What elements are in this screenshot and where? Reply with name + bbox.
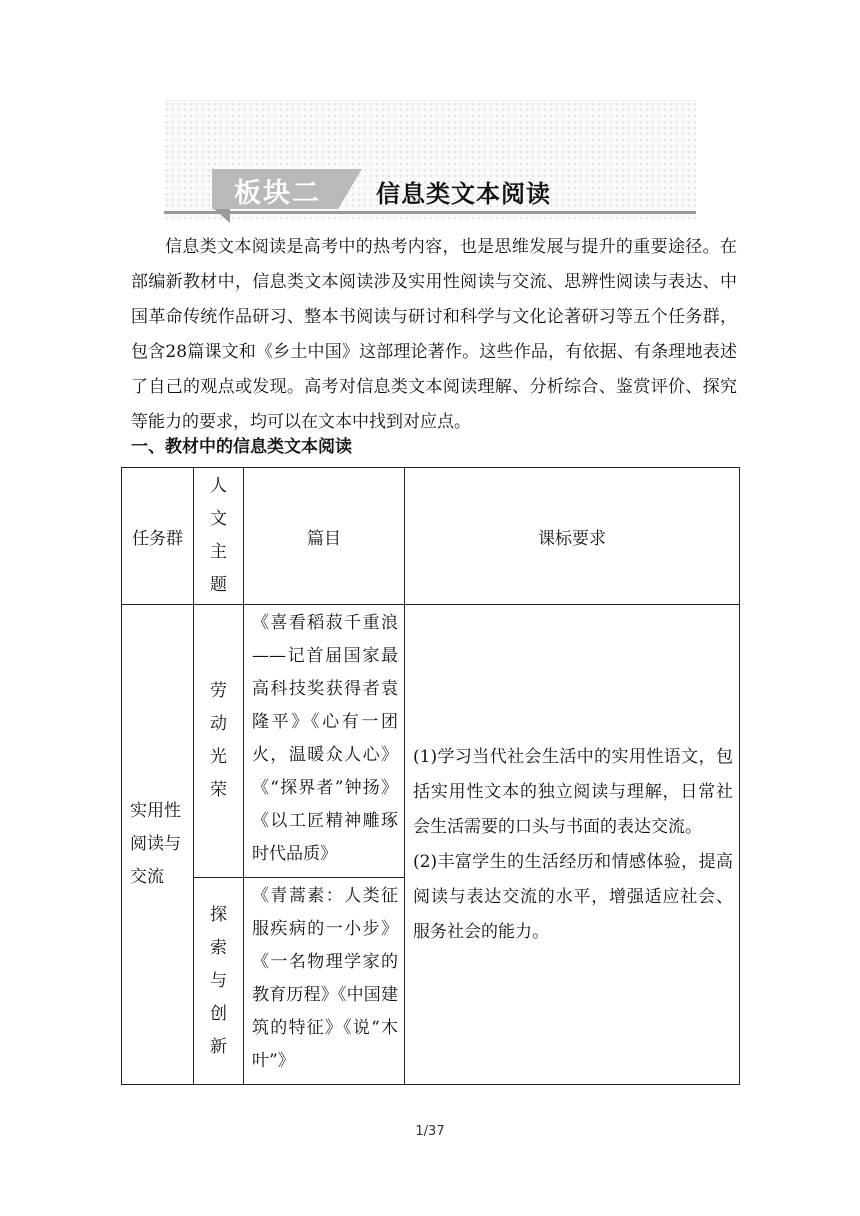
section-heading: 一、教材中的信息类文本阅读 (131, 437, 352, 457)
header-titles: 篇目 (244, 468, 405, 605)
curriculum-table (121, 467, 740, 1085)
requirement-item: (1)学习当代社会生活中的实用性语文，包括实用性文本的独立阅读与理解，日常社会生活需要的口头与书面的表达交流。 (413, 746, 733, 837)
page-number: 1/37 (415, 1124, 445, 1139)
theme-cell (194, 605, 244, 878)
titles-cell: 《青蒿素：人类征服疾病的一小步》《一名物理学家的教育历程》《中国建筑的特征》《说“木叶”》 (244, 878, 405, 1085)
titles-cell: 《喜看稻菽千重浪——记首届国家最高科技奖获得者袁隆平》《心有一团火，温暖众人心》《“探界者”钟扬》《以工匠精神雕琢时代品质》 (244, 605, 405, 878)
section-banner (164, 100, 696, 219)
theme-label: 劳动光荣 (210, 681, 227, 800)
theme-label: 探索与创新 (210, 904, 227, 1057)
intro-paragraph: 信息类文本阅读是高考中的热考内容，也是思维发展与提升的重要途径。在部编新教材中，信息类文本阅读涉及实用性阅读与交流、思辨性阅读与表达、中国革命传统作品研习、整本书阅读与研讨和科学与文化论著研习等五个任务群，包含28篇课文和《乡土中国》这部理论著作。这些作品，有依据、有条理地表述了自己的观点或发现。高考对信息类文本阅读理解、分析综合、鉴赏评价、探究等能力的要求，均可以在文本中找到对应点。 (131, 237, 737, 432)
task-group-cell: 实用性阅读与交流 (122, 605, 194, 1085)
theme-cell (194, 878, 244, 1085)
table-row (122, 605, 740, 878)
header-requirements: 课标要求 (405, 468, 740, 605)
banner-title: 信息类文本阅读 (376, 180, 551, 208)
header-theme: 人文主题 (210, 476, 227, 595)
header-group: 任务群 (122, 468, 194, 605)
requirements-cell (405, 605, 740, 1085)
requirement-item: (2)丰富学生的生活经历和情感体验，提高阅读与表达交流的水平，增强适应社会、服务社会的能力。 (413, 851, 733, 942)
banner-rule (164, 211, 696, 214)
table-header-row (122, 468, 740, 605)
header-theme-cell (194, 468, 244, 605)
banner-tab-label: 板块二 (234, 178, 321, 209)
